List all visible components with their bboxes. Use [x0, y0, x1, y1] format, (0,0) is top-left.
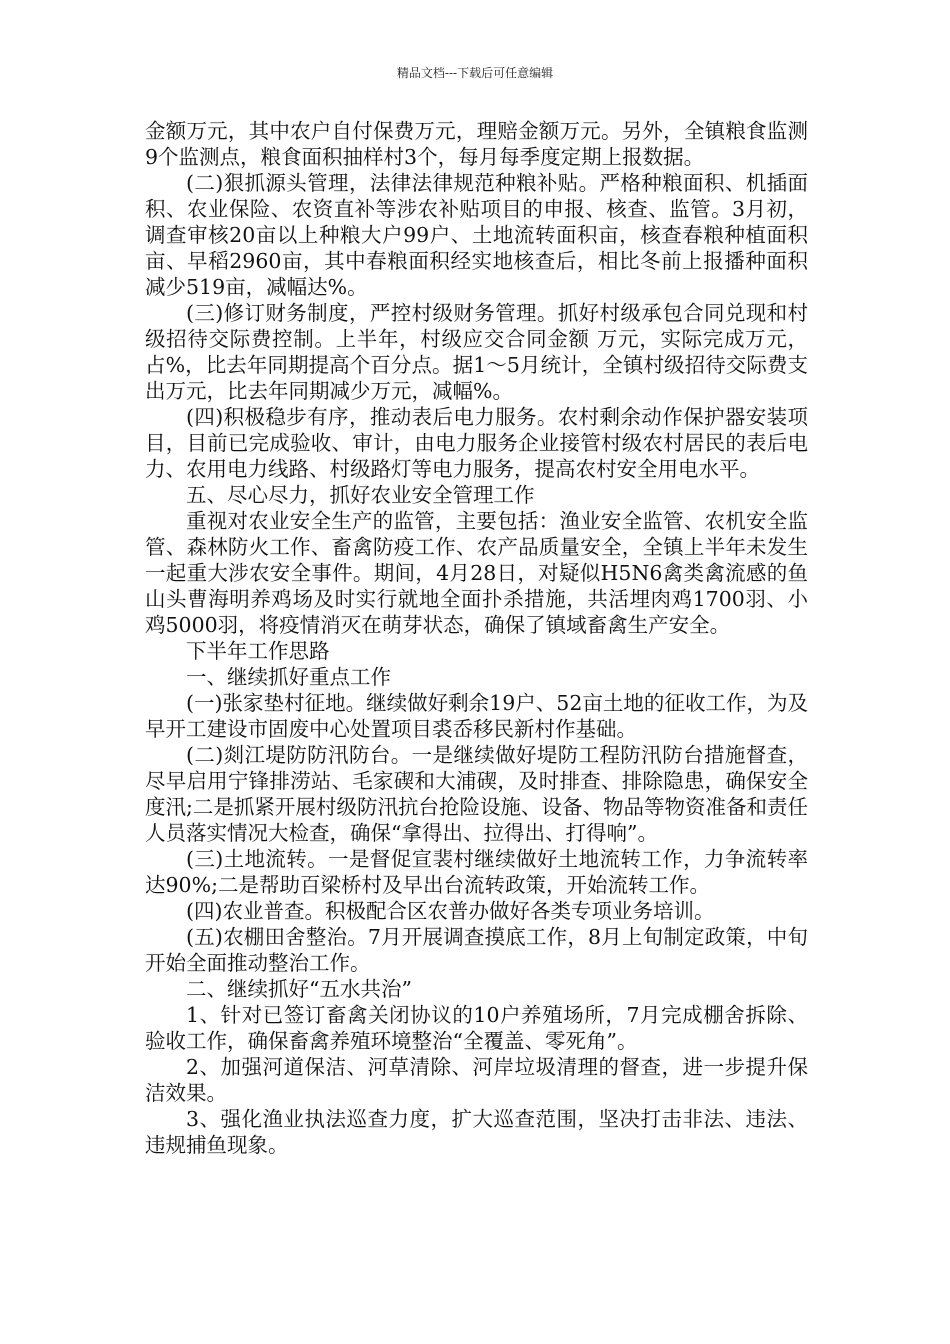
section-heading: 五、尽心尽力，抓好农业安全管理工作: [186, 483, 535, 507]
paragraph: (一)张家垫村征地。继续做好剩余19户、52亩土地的征收工作，为及早开工建设市固废中心处置项目裘岙移民新村作基础。: [145, 691, 808, 741]
section-heading: 下半年工作思路: [186, 639, 330, 663]
paragraph: (三)土地流转。一是督促宣裴村继续做好土地流转工作，力争流转率达90%;二是帮助百梁桥村及早出台流转政策，开始流转工作。: [145, 847, 808, 897]
paragraph: (四)农业普查。积极配合区农普办做好各类专项业务培训。: [186, 899, 715, 923]
paragraph: (四)积极稳步有序，推动表后电力服务。农村剩余动作保护器安装项目，目前已完成验收、审计，由电力服务企业接管村级农村居民的表后电力、农用电力线路、村级路灯等电力服务，提高农村安全用电水平。: [145, 405, 808, 481]
paragraph: (二)狠抓源头管理，法律法律规范种粮补贴。严格种粮面积、机插面积、农业保险、农资直补等涉农补贴项目的申报、核查、监管。3月初，调查审核20亩以上种粮大户99户、土地流转面积亩，核查春粮种植面积亩、早稻2960亩，其中春粮面积经实地核查后，相比冬前上报播种面积减少519亩，减幅达%。: [145, 171, 808, 299]
paragraph: 重视对农业安全生产的监管，主要包括：渔业安全监管、农机安全监管、森林防火工作、畜禽防疫工作、农产品质量安全，全镇上半年未发生一起重大涉农安全事件。期间，4月28日，对疑似H5N6禽类禽流感的鱼山头曹海明养鸡场及时实行就地全面扑杀措施，共活埋肉鸡1700羽、小鸡5000羽，将疫情消灭在萌芽状态，确保了镇域畜禽生产安全。: [145, 509, 808, 637]
document-body: [145, 118, 808, 1158]
paragraph: 3、强化渔业执法巡查力度，扩大巡查范围，坚决打击非法、违法、违规捕鱼现象。: [145, 1107, 808, 1157]
paragraph: (三)修订财务制度，严控村级财务管理。抓好村级承包合同兑现和村级招待交际费控制。上半年，村级应交合同金额 万元，实际完成万元，占%，比去年同期提高个百分点。据1～5月统计，全镇村级招待交际费支出万元，比去年同期减少万元，减幅%。: [145, 301, 808, 403]
paragraph: 1、针对已签订畜禽关闭协议的10户养殖场所，7月完成棚舍拆除、验收工作，确保畜禽养殖环境整治“全覆盖、零死角”。: [145, 1003, 808, 1053]
paragraph: 2、加强河道保洁、河草清除、河岸垃圾清理的督查，进一步提升保洁效果。: [145, 1055, 808, 1105]
paragraph: (五)农棚田舍整治。7月开展调查摸底工作，8月上旬制定政策，中旬开始全面推动整治工作。: [145, 925, 808, 975]
section-heading: 二、继续抓好“五水共治”: [186, 977, 412, 1001]
paragraph: (二)剡江堤防防汛防台。一是继续做好堤防工程防汛防台措施督查，尽早启用宁锋排涝站、毛家碶和大浦碶，及时排查、排除隐患，确保安全度汛;二是抓紧开展村级防汛抗台抢险设施、设备、物品等物资准备和责任人员落实情况大检查，确保“拿得出、拉得出、打得响”。: [145, 743, 808, 845]
page-header: 精品文档---下载后可任意编辑: [396, 66, 554, 80]
paragraph: 金额万元，其中农户自付保费万元，理赔金额万元。另外，全镇粮食监测9个监测点，粮食面积抽样村3个，每月每季度定期上报数据。: [145, 119, 808, 169]
section-heading: 一、继续抓好重点工作: [186, 665, 391, 689]
